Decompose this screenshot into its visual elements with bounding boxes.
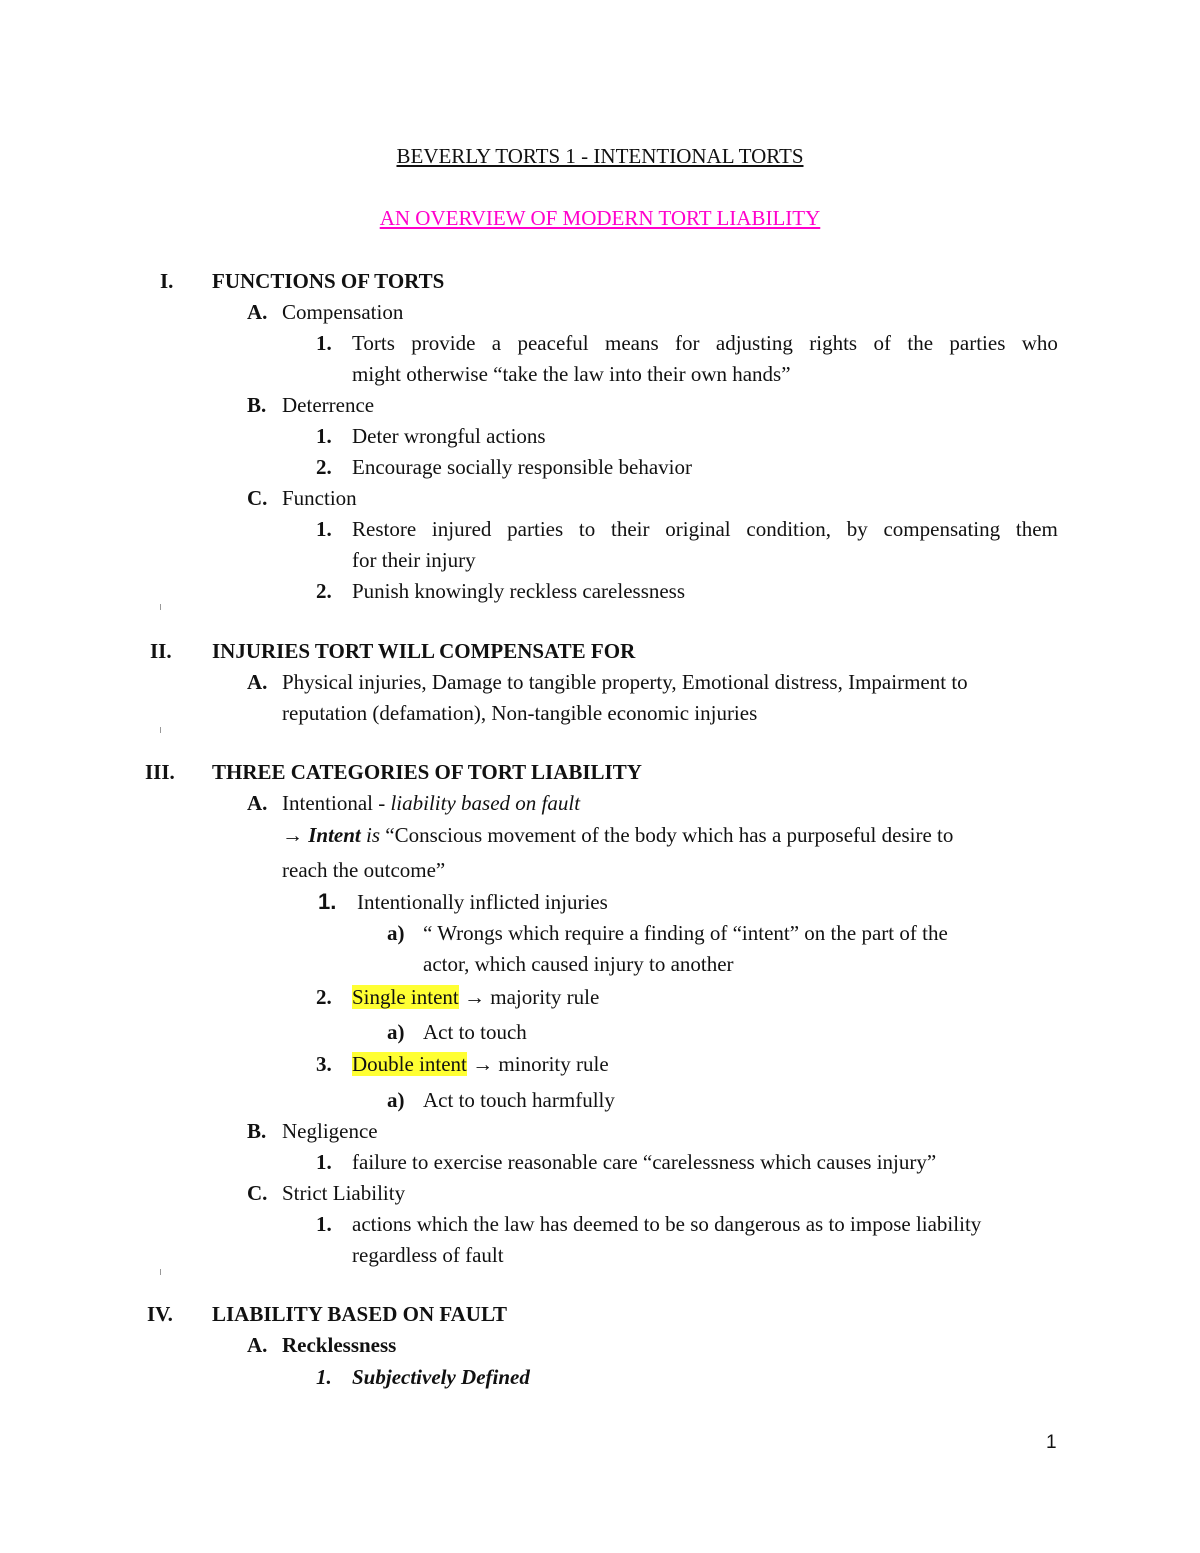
item-text-continuation: might otherwise “take the law into their own hands”: [352, 362, 791, 386]
item-text-continuation: reputation (defamation), Non-tangible economic injuries: [282, 701, 758, 725]
item-number: 2.: [316, 579, 332, 603]
word: parties: [507, 517, 564, 541]
paragraph-mark: [160, 1269, 161, 1275]
arrow-icon: →: [282, 823, 309, 847]
item-number: 1.: [316, 1365, 332, 1389]
item-label: C.: [247, 1181, 268, 1205]
word: compensating: [883, 517, 1001, 541]
justified-line: [352, 330, 1058, 356]
section-number: II.: [150, 639, 172, 663]
item-text: Intentionally inflicted injuries: [357, 890, 608, 914]
item-number: 1.: [316, 1212, 332, 1236]
section-number: I.: [160, 269, 174, 293]
item-text: Deter wrongful actions: [352, 424, 546, 448]
word: adjusting: [715, 331, 793, 355]
item-text-plain: Intentional -: [282, 791, 391, 815]
item-text: Encourage socially responsible behavior: [352, 455, 692, 479]
item-text-continuation: for their injury: [352, 548, 476, 572]
item-label: A.: [247, 1333, 268, 1357]
item-letter: a): [387, 1088, 405, 1112]
section-number: IV.: [147, 1302, 173, 1326]
item-text: [352, 1051, 609, 1077]
highlighted-term: Double intent: [352, 1052, 467, 1076]
item-letter: a): [387, 921, 405, 945]
item-number: 2.: [316, 985, 332, 1009]
word: condition,: [746, 517, 831, 541]
page-number: 1: [1046, 1432, 1057, 1453]
word: original: [665, 517, 731, 541]
item-text: “ Wrongs which require a finding of “intent” on the part of the: [423, 921, 948, 945]
item-label: A.: [247, 300, 268, 324]
word: a: [491, 331, 502, 355]
item-text: Compensation: [282, 300, 404, 324]
word: means: [604, 331, 659, 355]
section-heading: INJURIES TORT WILL COMPENSATE FOR: [212, 639, 636, 663]
item-number: 1.: [318, 889, 337, 914]
word: for: [675, 331, 700, 355]
item-label: B.: [247, 1119, 267, 1143]
defined-term: Intent: [308, 823, 361, 847]
item-text: Strict Liability: [282, 1181, 406, 1205]
item-text: Act to touch harmfully: [423, 1088, 615, 1112]
item-text: Function: [282, 486, 357, 510]
word: injured: [431, 517, 492, 541]
item-letter: a): [387, 1020, 405, 1044]
word: who: [1021, 331, 1058, 355]
word: parties: [949, 331, 1006, 355]
word: rights: [809, 331, 858, 355]
item-text-continuation: actor, which caused injury to another: [423, 952, 734, 976]
word: of: [873, 331, 891, 355]
item-number: 1.: [316, 1150, 332, 1174]
item-label: B.: [247, 393, 267, 417]
item-text-rest: → minority rule: [466, 1052, 609, 1076]
item-text: [282, 790, 580, 816]
word: Restore: [352, 517, 417, 541]
item-number: 2.: [316, 455, 332, 479]
item-number: 3.: [316, 1052, 332, 1076]
word: by: [846, 517, 868, 541]
word: their: [611, 517, 650, 541]
paragraph-mark: [160, 604, 161, 610]
item-label: A.: [247, 670, 268, 694]
word: to: [578, 517, 596, 541]
word: the: [907, 331, 934, 355]
item-text: Deterrence: [282, 393, 375, 417]
paragraph-mark: [160, 727, 161, 733]
section-heading: THREE CATEGORIES OF TORT LIABILITY: [212, 760, 642, 784]
item-text: Physical injuries, Damage to tangible property, Emotional distress, Impairment to: [282, 670, 968, 694]
item-text: Act to touch: [423, 1020, 527, 1044]
word: peaceful: [517, 331, 589, 355]
item-text-continuation: regardless of fault: [352, 1243, 504, 1267]
definition-line: [282, 822, 953, 848]
item-label: C.: [247, 486, 268, 510]
item-text: Negligence: [282, 1119, 378, 1143]
word: provide: [411, 331, 476, 355]
word: Torts: [352, 331, 395, 355]
section-number: III.: [145, 760, 175, 784]
document-title: BEVERLY TORTS 1 - INTENTIONAL TORTS: [396, 144, 804, 168]
item-text-continuation: reach the outcome”: [282, 858, 446, 882]
highlighted-term: Single intent: [352, 985, 459, 1009]
item-text: [352, 984, 599, 1010]
justified-line: [352, 516, 1058, 542]
item-number: 1.: [316, 331, 332, 355]
item-number: 1.: [316, 424, 332, 448]
document-subtitle: AN OVERVIEW OF MODERN TORT LIABILITY: [379, 206, 821, 230]
item-label: A.: [247, 791, 268, 815]
section-heading: FUNCTIONS OF TORTS: [212, 269, 445, 293]
definition-is: is: [360, 823, 381, 847]
section-heading: LIABILITY BASED ON FAULT: [212, 1302, 508, 1326]
word: them: [1015, 517, 1058, 541]
item-text-italic: liability based on fault: [390, 791, 581, 815]
item-text: Recklessness: [282, 1333, 397, 1357]
item-text: failure to exercise reasonable care “carelessness which causes injury”: [352, 1150, 937, 1174]
item-text: Subjectively Defined: [352, 1365, 530, 1389]
item-text: Punish knowingly reckless carelessness: [352, 579, 686, 603]
item-number: 1.: [316, 517, 332, 541]
item-text: actions which the law has deemed to be so dangerous as to impose liability: [352, 1212, 982, 1236]
item-text-rest: → majority rule: [458, 985, 600, 1009]
definition-text: “Conscious movement of the body which has a purposeful desire to: [380, 823, 954, 847]
